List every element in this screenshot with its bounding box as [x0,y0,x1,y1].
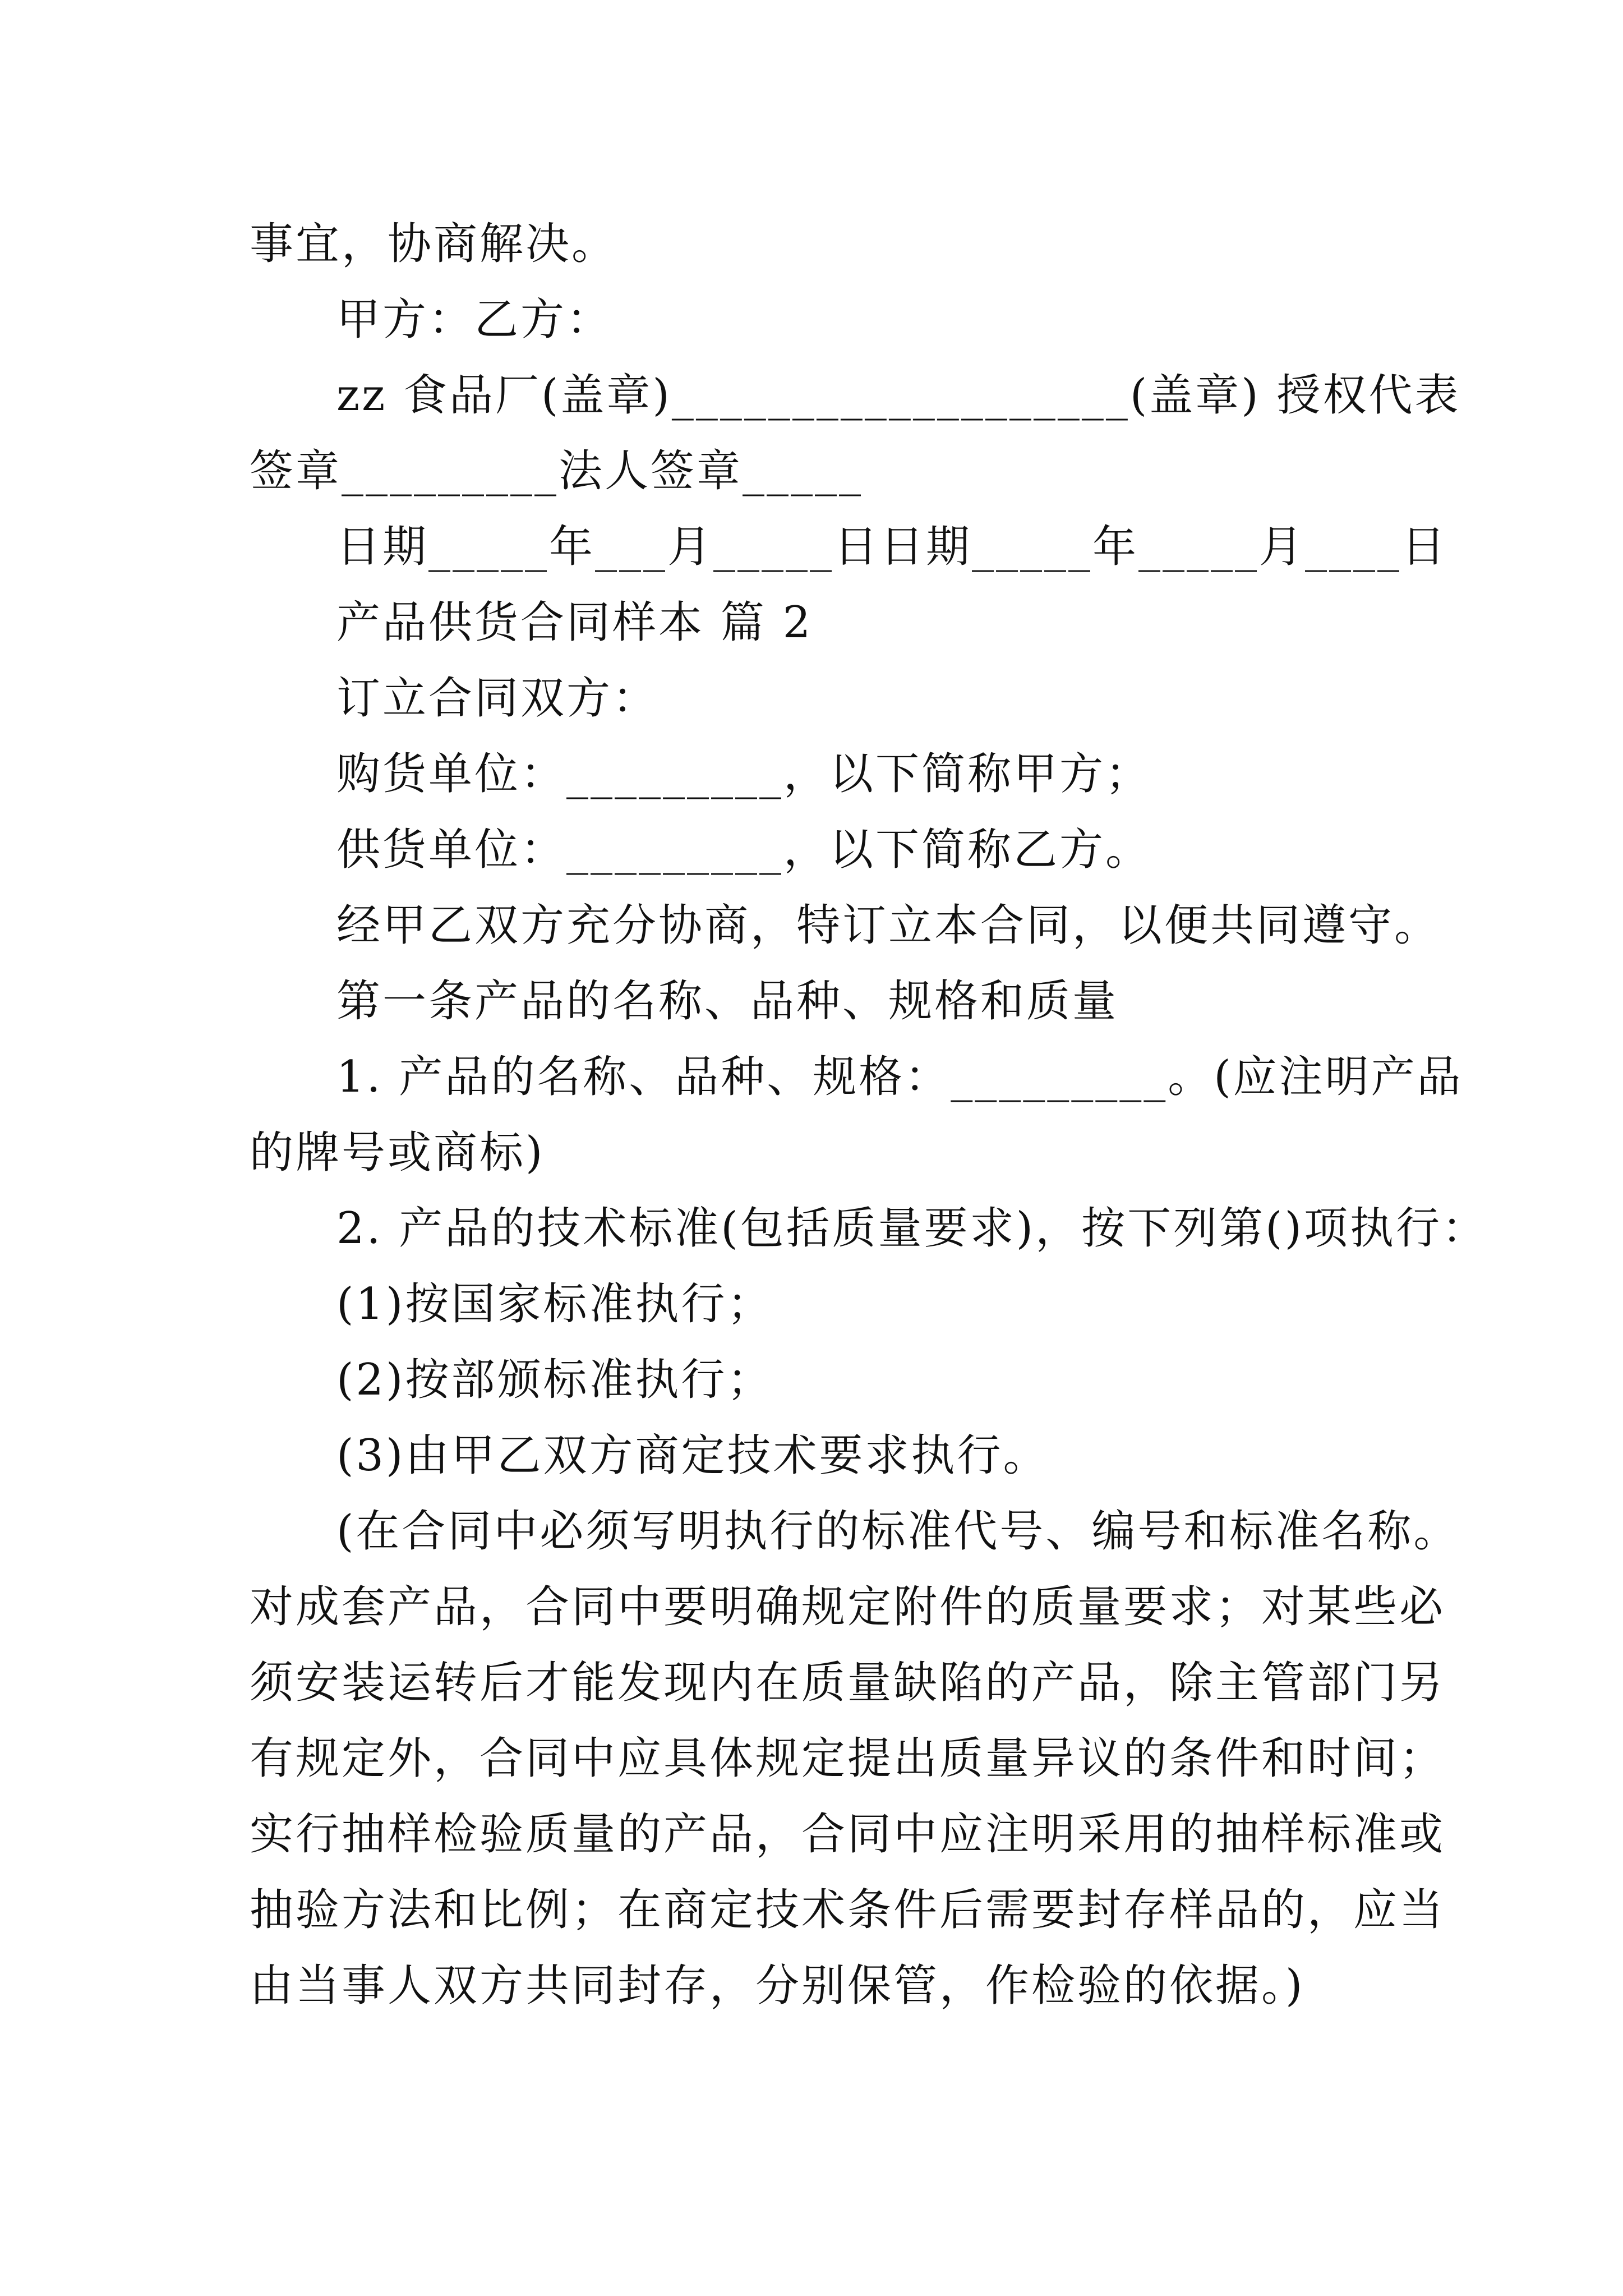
paragraph-line: 的牌号或商标) [250,1128,545,1178]
paragraph-line: 1. 产品的名称、品种、规格：_________。(应注明产品 [336,1052,1463,1102]
paragraph-line: 经甲乙双方充分协商，特订立本合同，以便共同遵守。 [336,900,1441,951]
date-line: 日期_____年___月_____日日期_____年_____月____日 [336,522,1448,572]
list-item: (3)由甲乙双方商定技术要求执行。 [336,1430,1049,1481]
paragraph-line: 订立合同双方： [336,673,659,724]
article-title: 第一条产品的名称、品种、规格和质量 [336,976,1119,1027]
section-title: 产品供货合同样本 篇 2 [336,597,813,648]
supplier-line: 供货单位：_________，以下简称乙方。 [336,825,1152,875]
paragraph-line: 有规定外，合同中应具体规定提出质量异议的条件和时间； [250,1733,1446,1784]
signature-line: zz 食品厂(盖章)___________________(盖章) 授权代表 [336,370,1461,421]
paragraph-line: 对成套产品，合同中要明确规定附件的质量要求；对某些必 [250,1582,1446,1632]
buyer-line: 购货单位：_________，以下简称甲方； [336,749,1152,799]
paragraph-line: 由当事人双方共同封存，分别保管，作检验的依据。) [250,1961,1305,2011]
paragraph-line: 实行抽样检验质量的产品，合同中应注明采用的抽样标准或 [250,1809,1446,1860]
paragraph-line: 事宜，协商解决。 [250,219,618,269]
party-heading-line: 甲方：乙方： [336,295,613,345]
paragraph-line: (在合同中必须写明执行的标准代号、编号和标准名称。 [336,1506,1460,1557]
paragraph-line: 抽验方法和比例；在商定技术条件后需要封存样品的，应当 [250,1885,1446,1935]
signature-line: 签章_________法人签章_____ [250,446,864,496]
list-item: (2)按部颁标准执行； [336,1355,773,1405]
list-item: (1)按国家标准执行； [336,1279,773,1329]
paragraph-line: 2. 产品的技术标准(包括质量要求)，按下列第()项执行： [336,1203,1488,1254]
paragraph-line: 须安装运转后才能发现内在质量缺陷的产品，除主管部门另 [250,1658,1446,1708]
